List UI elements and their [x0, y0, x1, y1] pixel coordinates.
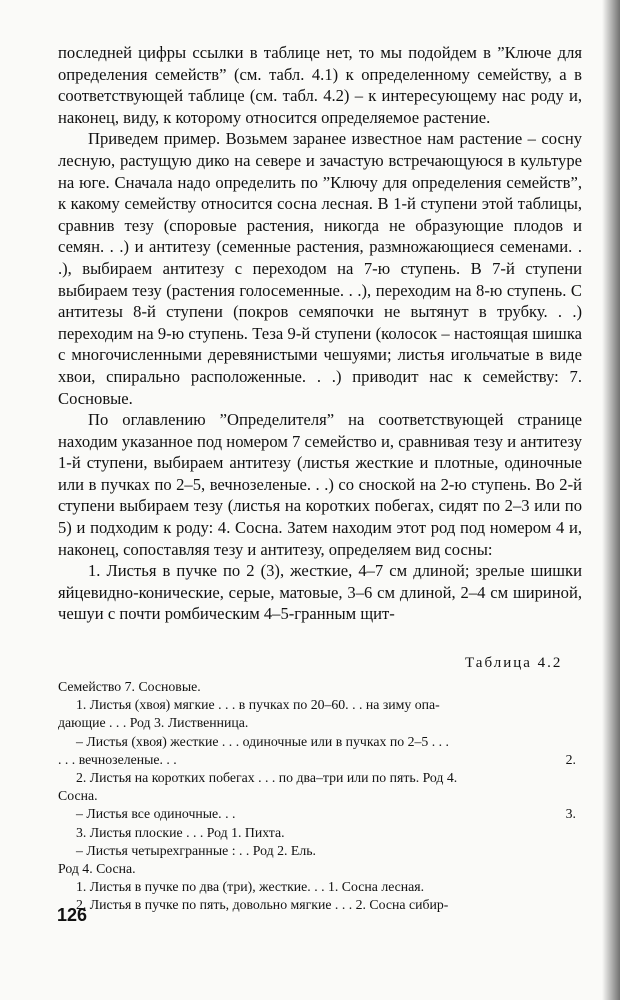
key-table [58, 678, 576, 915]
table-title: Таблица 4.2 [465, 655, 563, 671]
table-line: – Листья четырехгранные : . . Род 2. Ель. [76, 842, 316, 858]
table-line: Семейство 7. Сосновые. [58, 679, 201, 694]
paragraph-4: 1. Листья в пучке по 2 (3), жесткие, 4–7 см длиной; зрелые шишки яйцевидно-конические, серые, матовые, 3–6 см длиной, 2–4 см шириной, чешуи с почти ромбическим 4–5-гранным щит- [58, 561, 582, 624]
table-line [58, 805, 576, 823]
paragraph-1: последней цифры ссылки в таблице нет, то мы подойдем в ”Ключе для определения семейств” (см. табл. 4.1) к определенному семейству, а в соответствующей таблице (см. табл. 4.2) – к интересующему нас роду и, наконец, виду, к которому относится определяемое растение. [58, 43, 582, 127]
table-line-text: . . . вечнозеленые. . . [58, 751, 177, 767]
table-line: 2. Листья в пучке по пять, довольно мягкие . . . 2. Сосна сибир- [76, 897, 449, 913]
table-line: дающие . . . Род 3. Лиственница. [58, 715, 249, 731]
paragraph-3: По оглавлению ”Определителя” на соответствующей странице находим указанное под номером 7 семейство и, сравнивая тезу и антитезу 1-й ступени, выбираем антитезу (листья жесткие и плотные, одиночные или в пучках по 2–5, вечнозеленые. . .) со сноской на 2-ю ступень. Во 2-й ступени выбираем тезу (листья на коротких побегах, сидят по 2–3 или по 5) и подходим к роду: 4. Сосна. Затем находим этот род под номером 4 и, наконец, сопоставляя тезу и антитезу, определяем вид сосны: [58, 410, 582, 559]
paragraph-2: Приведем пример. Возьмем заранее известное нам растение – сосну лесную, растущую дико на севере и зачастую встречающуюся в культуре на юге. Сначала надо определить по ”Ключу для определения семейств”, к какому семейству относится сосна лесная. В 1-й ступени этой таблицы, сравнив тезу (споровые растения, никогда не образующие плодов и семян. . .) и антитезу (семенные растения, размножающиеся семенами. . .), выбираем антитезу с переходом на 7-ю ступень. В 7-й ступени выбираем тезу (растения голосеменные. . .), переходим на 8-ю ступень. С антитезы 8-й ступени (покров семяпочки не вытянут в трубку. . .) переходим на 9-ю ступень. Теза 9-й ступени (колосок – настоящая шишка с многочисленными деревянистыми чешуями; листья игольчатые в виде хвои, спирально расположенные. . .) приводит нас к семейству: 7. Сосновые. [58, 129, 582, 408]
table-line: 2. Листья на коротких побегах . . . по два–три или по пять. Род 4. [76, 770, 458, 786]
table-line [58, 751, 576, 769]
table-line: 3. Листья плоские . . . Род 1. Пихта. [76, 824, 285, 840]
table-line: 1. Листья (хвоя) мягкие . . . в пучках по 20–60. . . на зиму опа- [76, 697, 440, 713]
table-line: Сосна. [58, 788, 98, 804]
table-line-text: – Листья (хвоя) жесткие . . . одиночные или в пучках по 2–5 . . . [76, 733, 449, 749]
reference-number: 2. [565, 751, 576, 767]
table-line-text: – Листья все одиночные. . . [76, 806, 236, 822]
page-number: 126 [57, 905, 88, 925]
table-line [58, 733, 576, 751]
page-edge-shadow [602, 0, 620, 1000]
table-line: 1. Листья в пучке по два (три), жесткие. . . 1. Сосна лесная. [76, 879, 425, 895]
body-text [58, 42, 582, 625]
table-line: Род 4. Сосна. [58, 861, 136, 877]
reference-number: 3. [565, 806, 576, 822]
